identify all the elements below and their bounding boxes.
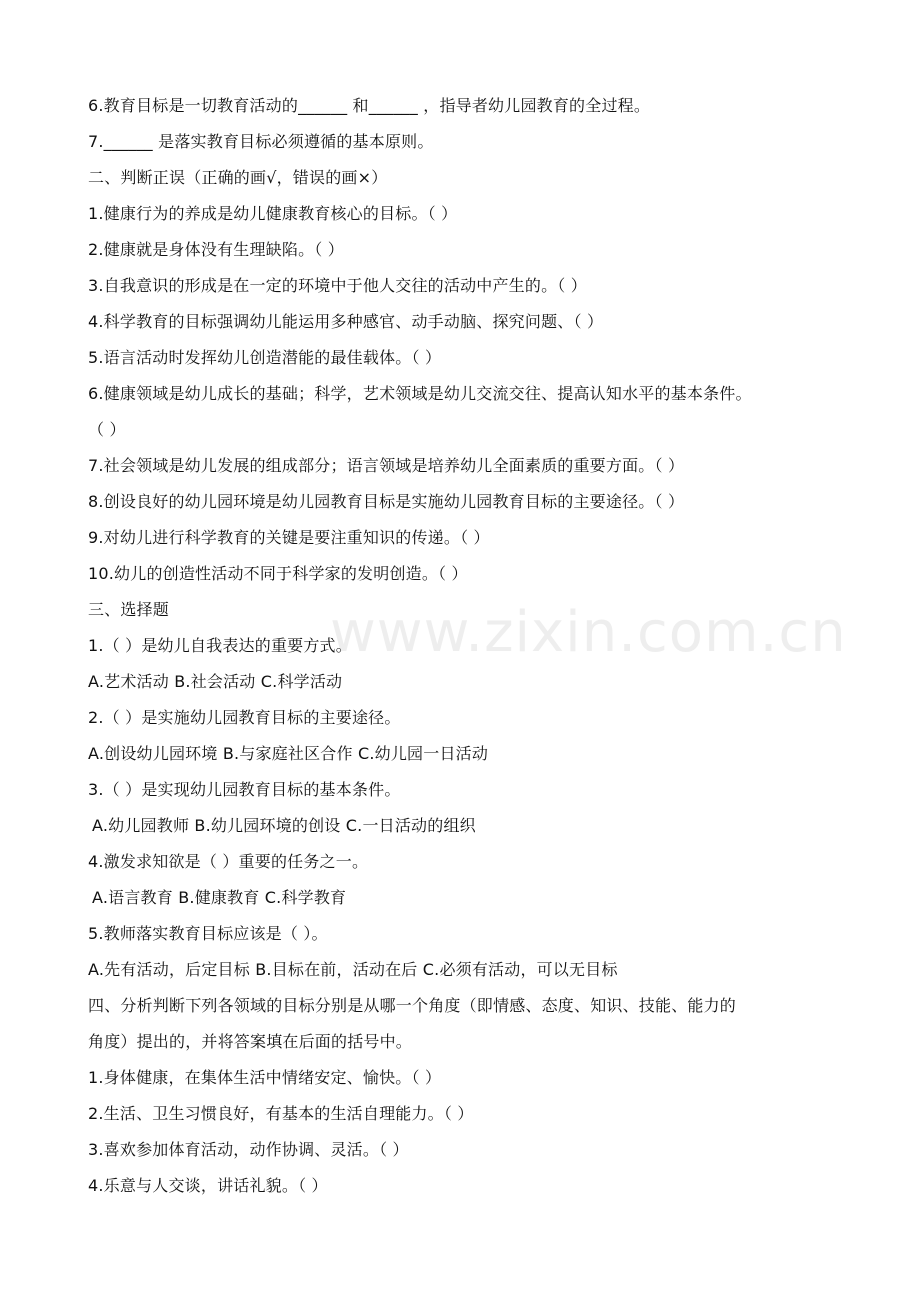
- question-item-continuation: （ ）: [88, 420, 126, 439]
- section-heading: 二、判断正误（正确的画√，错误的画×）: [88, 168, 388, 187]
- answer-options: A.艺术活动 B.社会活动 C.科学活动: [88, 672, 343, 691]
- question-item: 3.自我意识的形成是在一定的环境中于他人交往的活动中产生的。（ ）: [88, 276, 587, 295]
- question-item: 1.身体健康，在集体生活中情绪安定、愉快。（ ）: [88, 1068, 442, 1087]
- answer-options: A.先有活动，后定目标 B.目标在前，活动在后 C.必须有活动，可以无目标: [88, 960, 618, 979]
- answer-options: A.语言教育 B.健康教育 C.科学教育: [92, 888, 347, 907]
- text-line: 7.______ 是落实教育目标必须遵循的基本原则。: [88, 132, 434, 151]
- question-item: 6.健康领域是幼儿成长的基础；科学，艺术领域是幼儿交流交往、提高认知水平的基本条件。: [88, 384, 752, 403]
- section-heading: 三、选择题: [88, 600, 170, 619]
- question-item: 8.创设良好的幼儿园环境是幼儿园教育目标是实施幼儿园教育目标的主要途径。（ ）: [88, 492, 685, 511]
- question-item: 5.教师落实教育目标应该是（ ）。: [88, 924, 328, 943]
- question-item: 9.对幼儿进行科学教育的关键是要注重知识的传递。（ ）: [88, 528, 490, 547]
- question-item: 7.社会领域是幼儿发展的组成部分；语言领域是培养幼儿全面素质的重要方面。（ ）: [88, 456, 685, 475]
- section-heading: 四、分析判断下列各领域的目标分别是从哪一个角度（即情感、态度、知识、技能、能力的: [88, 996, 737, 1015]
- question-item: 2.（ ）是实施幼儿园教育目标的主要途径。: [88, 708, 401, 727]
- watermark: www.zixin.com.cn: [330, 600, 847, 665]
- question-item: 1.（ ）是幼儿自我表达的重要方式。: [88, 636, 352, 655]
- question-item: 4.乐意与人交谈，讲话礼貌。（ ）: [88, 1176, 328, 1195]
- question-item: 3.喜欢参加体育活动，动作协调、灵活。（ ）: [88, 1140, 409, 1159]
- question-item: 4.激发求知欲是（ ）重要的任务之一。: [88, 852, 369, 871]
- section-heading-continuation: 角度）提出的，并将答案填在后面的括号中。: [88, 1032, 413, 1051]
- text-line: 6.教育目标是一切教育活动的______ 和______ ，指导者幼儿园教育的全过程。: [88, 96, 651, 115]
- document-page: [88, 88, 848, 1204]
- answer-options: A.幼儿园教师 B.幼儿园环境的创设 C.一日活动的组织: [92, 816, 476, 835]
- question-item: 2.生活、卫生习惯良好，有基本的生活自理能力。（ ）: [88, 1104, 474, 1123]
- question-item: 3.（ ）是实现幼儿园教育目标的基本条件。: [88, 780, 401, 799]
- answer-options: A.创设幼儿园环境 B.与家庭社区合作 C.幼儿园一日活动: [88, 744, 489, 763]
- question-item: 5.语言活动时发挥幼儿创造潜能的最佳载体。（ ）: [88, 348, 442, 367]
- question-item: 4.科学教育的目标强调幼儿能运用多种感官、动手动脑、探究问题、（ ）: [88, 312, 604, 331]
- question-item: 1.健康行为的养成是幼儿健康教育核心的目标。（ ）: [88, 204, 458, 223]
- question-item: 10.幼儿的创造性活动不同于科学家的发明创造。（ ）: [88, 564, 468, 583]
- question-item: 2.健康就是身体没有生理缺陷。（ ）: [88, 240, 344, 259]
